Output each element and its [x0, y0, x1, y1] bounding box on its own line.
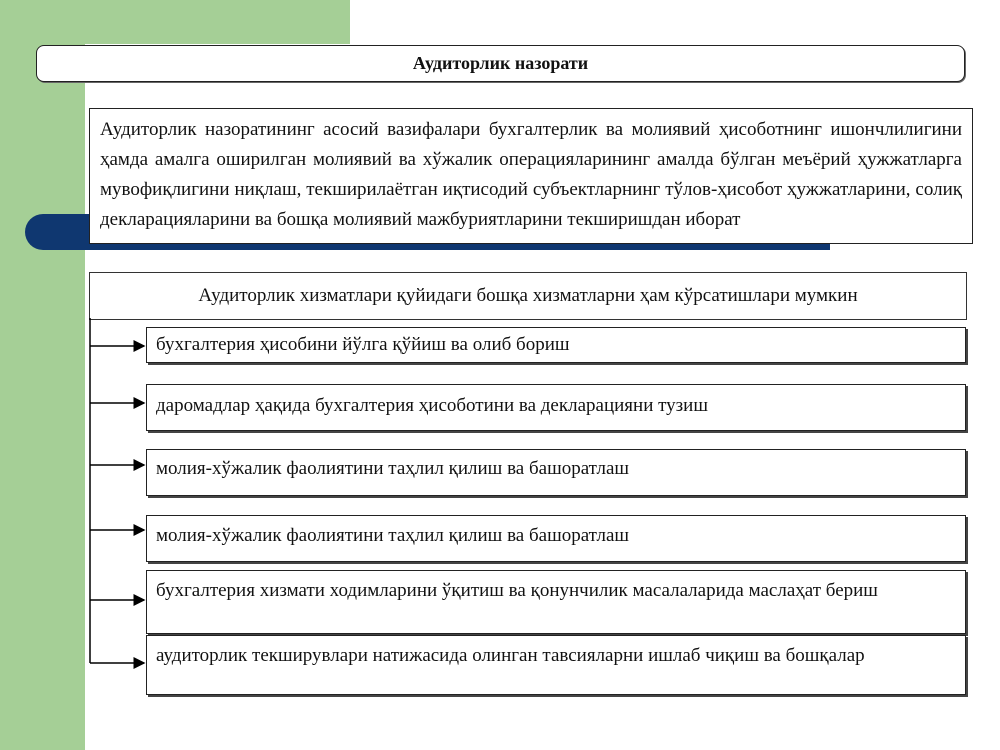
- background-green-band: [0, 0, 85, 750]
- background-green-top: [85, 0, 350, 44]
- main-definition-box: [89, 108, 973, 244]
- service-item-3: молия-хўжалик фаолиятини таҳлил қилиш ва башоратлаш: [146, 449, 966, 496]
- services-heading-box: [89, 272, 967, 320]
- main-definition-text: Аудиторлик назоратининг асосий вазифалари бухгалтерлик ва молиявий ҳисоботнинг ишончлилигини ҳамда амалга оширилган молиявий ва хўжалик операцияларининг амалда бўлган меъёрий ҳужжатларга мувофиқлигини ниқлаш, текширилаётган иқтисодий субъектларнинг тўлов-ҳисобот ҳужжатларини, солиқ декларацияларини ва бошқа молиявий мажбуриятларини текширишдан иборат: [100, 119, 962, 230]
- services-heading: Аудиторлик хизматлари қуйидаги бошқа хизматларни ҳам кўрсатишлари мумкин: [198, 285, 858, 306]
- service-item-4: молия-хўжалик фаолиятини таҳлил қилиш ва башоратлаш: [146, 515, 966, 562]
- service-item-5: бухгалтерия хизмати ходимларини ўқитиш ва қонунчилик масалаларида маслаҳат бериш: [146, 570, 966, 634]
- service-item-1: бухгалтерия ҳисобини йўлга қўйиш ва олиб бориш: [146, 327, 966, 363]
- service-item-2: даромадлар ҳақида бухгалтерия ҳисоботини ва декларацияни тузиш: [146, 384, 966, 431]
- slide-title: Аудиторлик назорати: [412, 53, 589, 73]
- slide-title-box: [36, 45, 965, 82]
- service-item-6: аудиторлик текширувлари натижасида олинган тавсияларни ишлаб чиқиш ва бошқалар: [146, 635, 966, 695]
